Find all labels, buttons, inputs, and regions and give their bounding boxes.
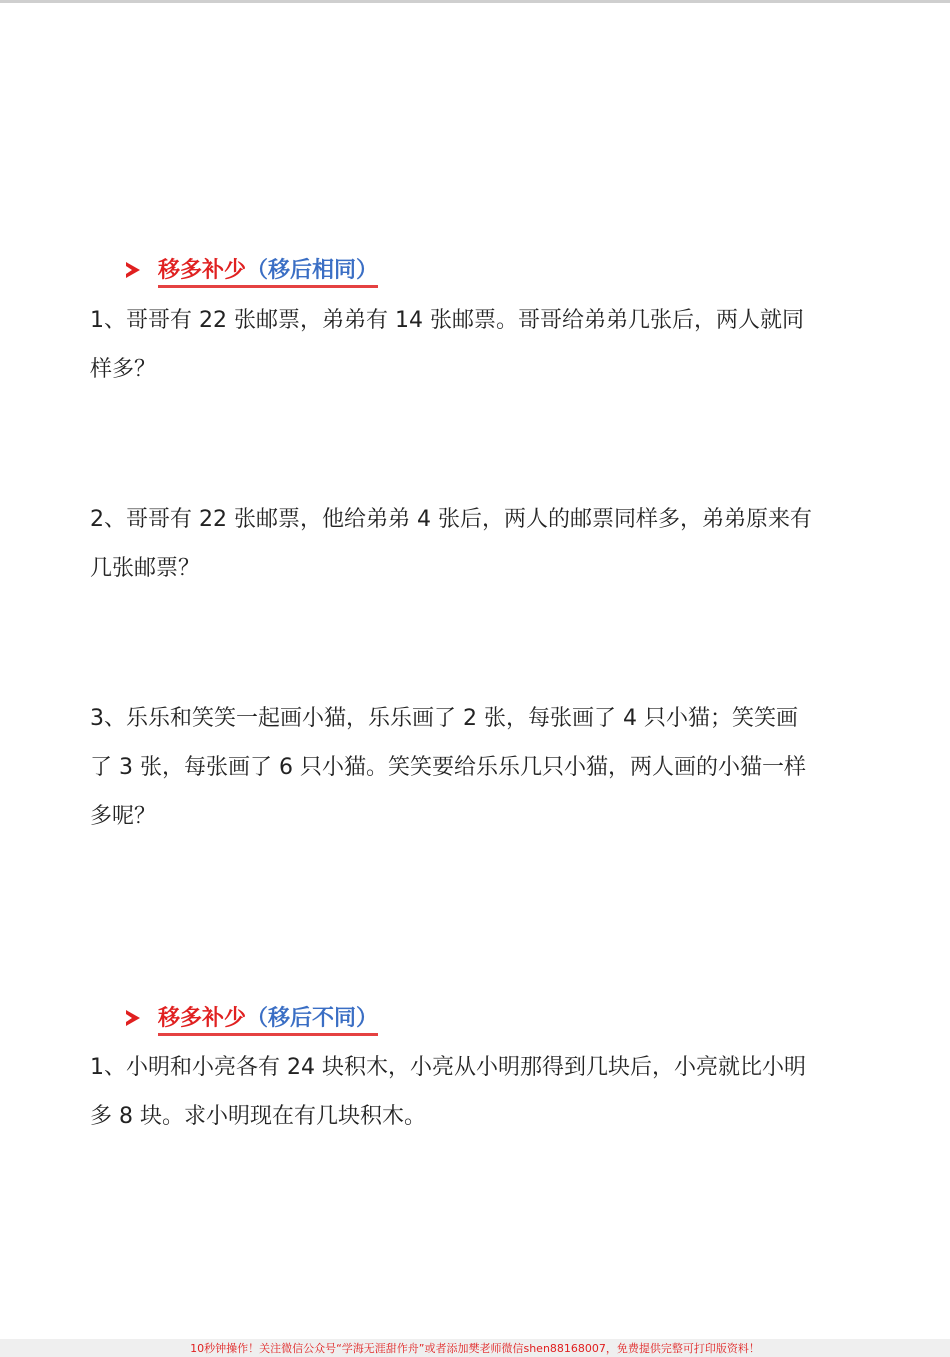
question-line: 1、哥哥有 22 张邮票，弟弟有 14 张邮票。哥哥给弟弟几张后，两人就同 xyxy=(90,308,804,333)
top-divider xyxy=(0,0,950,3)
section-heading-1 xyxy=(126,253,378,287)
question-1-1 xyxy=(90,296,862,394)
question-line: 了 3 张，每张画了 6 只小猫。笑笑要给乐乐几只小猫，两人画的小猫一样 xyxy=(90,755,806,780)
question-1-3 xyxy=(90,694,862,841)
footer-promo-text: 10秒钟操作！关注微信公众号“学海无涯甜作舟”或者添加樊老师微信shen88168007，免费提供完整可打印版资料！ xyxy=(190,1342,760,1355)
question-line: 多 8 块。求小明现在有几块积木。 xyxy=(90,1104,426,1129)
section-heading-title-2 xyxy=(158,1001,378,1036)
question-line: 3、乐乐和笑笑一起画小猫，乐乐画了 2 张，每张画了 4 只小猫；笑笑画 xyxy=(90,706,798,731)
question-line: 样多？ xyxy=(90,357,157,382)
question-line: 几张邮票？ xyxy=(90,556,201,581)
section-heading-title-1 xyxy=(158,253,378,288)
question-2-1 xyxy=(90,1043,862,1141)
section-subtitle: （移后不同） xyxy=(246,1005,379,1031)
question-line: 2、哥哥有 22 张邮票，他给弟弟 4 张后，两人的邮票同样多，弟弟原来有 xyxy=(90,507,812,532)
section-title: 移多补少 xyxy=(158,257,247,283)
question-line: 1、小明和小亮各有 24 块积木，小亮从小明那得到几块后，小亮就比小明 xyxy=(90,1055,806,1080)
question-line: 多呢？ xyxy=(90,804,157,829)
arrow-bullet-icon xyxy=(126,1010,140,1026)
section-heading-2 xyxy=(126,1001,378,1035)
section-title: 移多补少 xyxy=(158,1005,247,1031)
section-subtitle: （移后相同） xyxy=(246,257,379,283)
question-1-2 xyxy=(90,495,862,593)
arrow-bullet-icon xyxy=(126,262,140,278)
